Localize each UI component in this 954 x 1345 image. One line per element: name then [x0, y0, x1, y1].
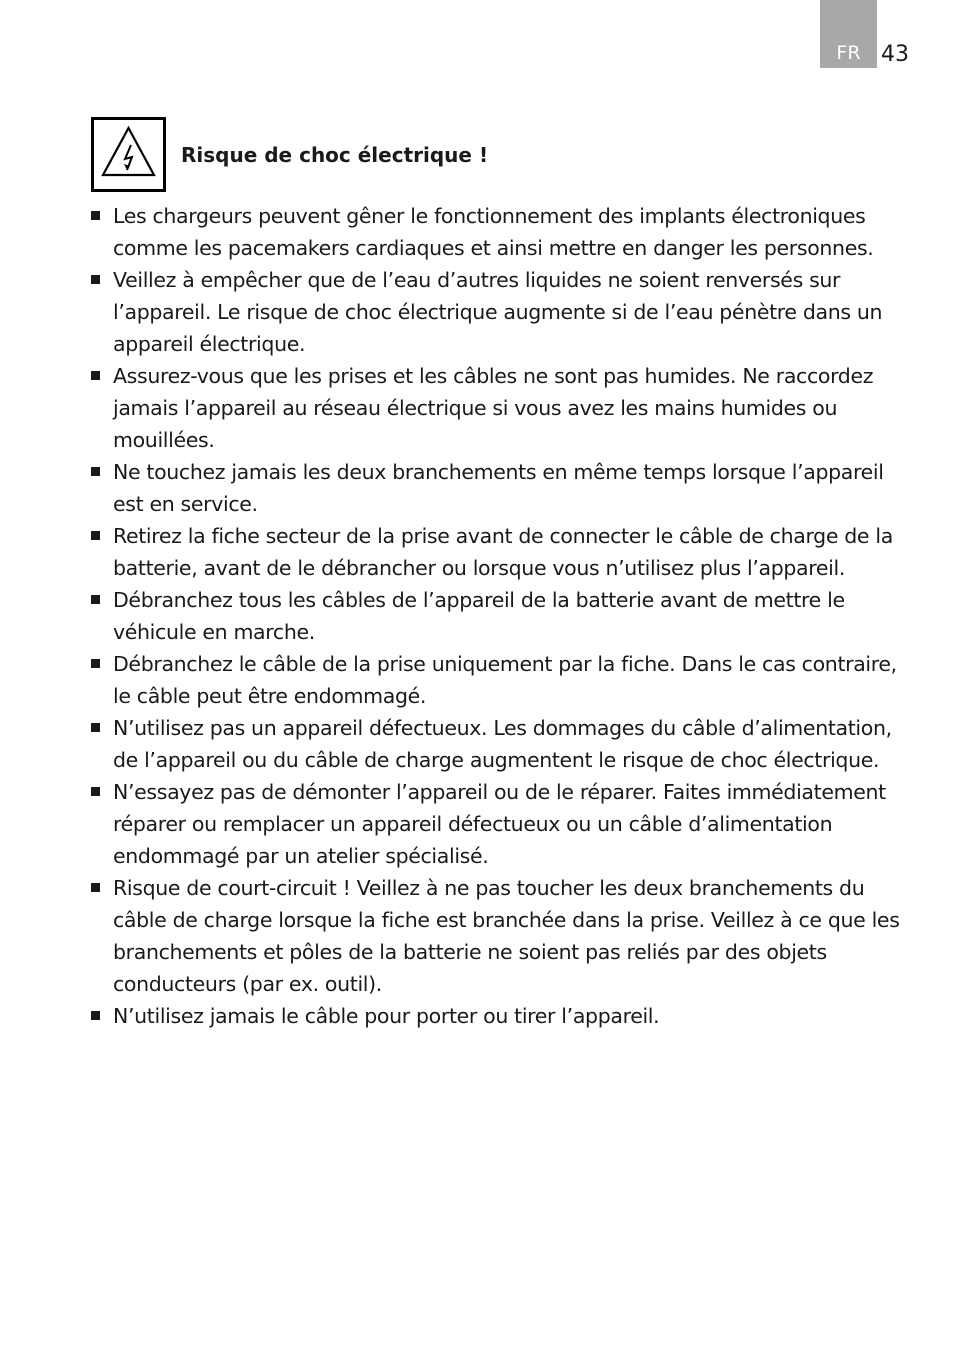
electric-shock-warning-icon	[91, 117, 166, 192]
list-item-text: Débranchez tous les câbles de l’appareil de la batterie avant de mettre le véhicule en marche.	[113, 588, 845, 644]
bullet-square-icon	[91, 467, 100, 476]
language-tab	[820, 0, 877, 68]
bullet-square-icon	[91, 787, 100, 796]
bullet-square-icon	[91, 275, 100, 284]
list-item-text: Risque de court-circuit ! Veillez à ne pas toucher les deux branchements du câble de charge lorsque la fiche est branchée dans la prise. Veillez à ce que les branchements et pôles de la batterie ne soient pas reliés par des objets conducteurs (par ex. outil).	[113, 876, 900, 996]
list-item-text: N’utilisez jamais le câble pour porter ou tirer l’appareil.	[113, 1004, 660, 1028]
bullet-square-icon	[91, 659, 100, 668]
list-item-text: Veillez à empêcher que de l’eau d’autres liquides ne soient renversés sur l’appareil. Le risque de choc électrique augmente si de l’eau pénètre dans un appareil électrique.	[113, 268, 883, 356]
list-item	[91, 264, 913, 360]
list-item	[91, 712, 913, 776]
warning-title: Risque de choc électrique !	[181, 143, 489, 167]
list-item	[91, 1000, 913, 1032]
list-item	[91, 584, 913, 648]
bullet-square-icon	[91, 883, 100, 892]
bullet-square-icon	[91, 211, 100, 220]
list-item	[91, 520, 913, 584]
list-item-text: Débranchez le câble de la prise uniquement par la fiche. Dans le cas contraire, le câble peut être endommagé.	[113, 652, 897, 708]
bullet-square-icon	[91, 595, 100, 604]
bullet-square-icon	[91, 723, 100, 732]
safety-instructions-list	[91, 200, 913, 1032]
list-item	[91, 648, 913, 712]
bullet-square-icon	[91, 1011, 100, 1020]
list-item-text: N’essayez pas de démonter l’appareil ou de le réparer. Faites immédiatement réparer ou remplacer un appareil défectueux ou un câble d’alimentation endommagé par un atelier spécialisé.	[113, 780, 886, 868]
list-item	[91, 776, 913, 872]
list-item-text: Assurez-vous que les prises et les câbles ne sont pas humides. Ne raccordez jamais l’appareil au réseau électrique si vous avez les mains humides ou mouillées.	[113, 364, 874, 452]
list-item-text: Ne touchez jamais les deux branchements en même temps lorsque l’appareil est en service.	[113, 460, 884, 516]
list-item-text: N’utilisez pas un appareil défectueux. Les dommages du câble d’alimentation, de l’appareil ou du câble de charge augmentent le risque de choc électrique.	[113, 716, 892, 772]
language-label: FR	[836, 42, 861, 64]
bullet-square-icon	[91, 371, 100, 380]
list-item	[91, 456, 913, 520]
list-item	[91, 360, 913, 456]
list-item-text: Les chargeurs peuvent gêner le fonctionnement des implants électroniques comme les pacemakers cardiaques et ainsi mettre en danger les personnes.	[113, 204, 874, 260]
page-number: 43	[881, 42, 909, 67]
bullet-square-icon	[91, 531, 100, 540]
list-item	[91, 872, 913, 1000]
list-item-text: Retirez la fiche secteur de la prise avant de connecter le câble de charge de la batterie, avant de le débrancher ou lorsque vous n’utilisez plus l’appareil.	[113, 524, 893, 580]
list-item	[91, 200, 913, 264]
